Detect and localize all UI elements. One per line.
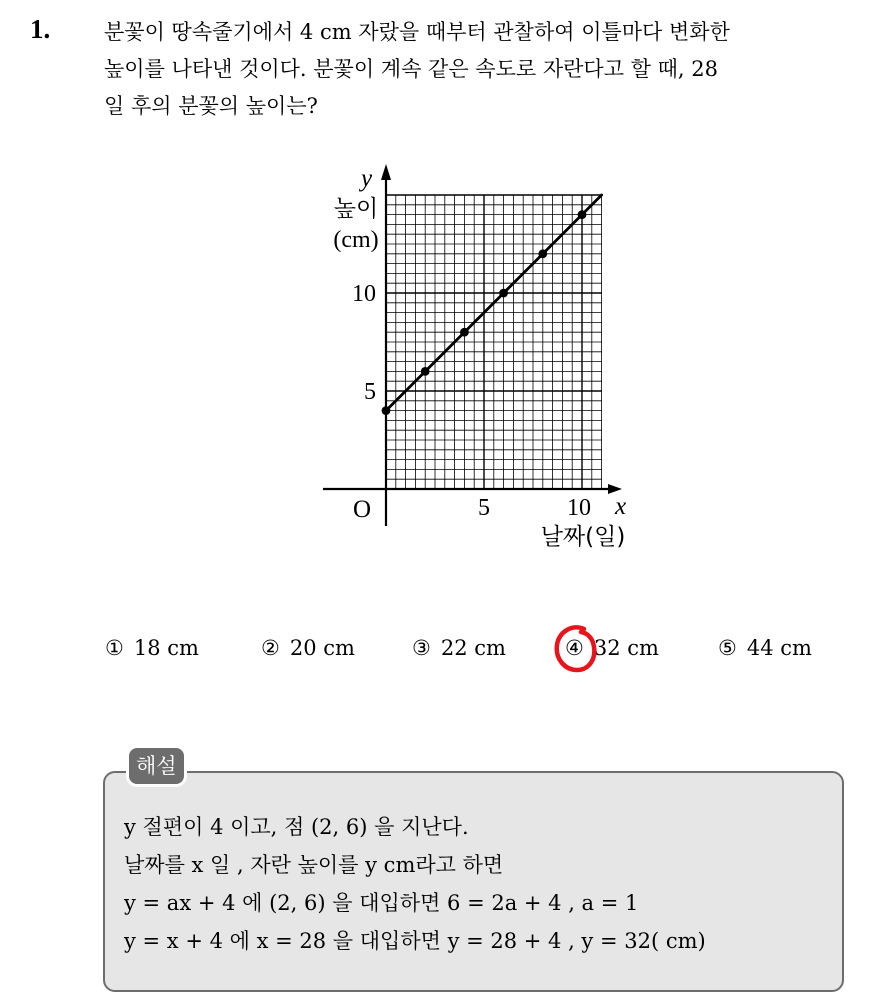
y-tick-label: 5 bbox=[364, 379, 376, 405]
y-axis-arrow bbox=[381, 164, 391, 180]
problem-number: 1. bbox=[30, 14, 51, 44]
x-tick-label: 10 bbox=[567, 495, 591, 521]
choice-value: 32 cm bbox=[593, 636, 659, 660]
data-point bbox=[382, 406, 391, 415]
choice-number: ④ bbox=[565, 636, 584, 660]
data-point bbox=[578, 210, 587, 219]
x-axis-title: 날짜(일) bbox=[540, 524, 626, 550]
choice-3[interactable] bbox=[412, 636, 506, 660]
choice-value: 18 cm bbox=[133, 636, 199, 660]
solution-text bbox=[124, 808, 824, 960]
answer-choices bbox=[105, 636, 845, 672]
data-point bbox=[499, 289, 508, 298]
data-point bbox=[460, 328, 469, 337]
choice-1[interactable] bbox=[105, 636, 199, 660]
choice-number: ③ bbox=[412, 636, 431, 660]
y-axis-variable: y bbox=[361, 165, 373, 192]
choice-value: 20 cm bbox=[289, 636, 355, 660]
solution-line: y 절편이 4 이고, 점 (2, 6) 을 지난다. bbox=[124, 815, 469, 839]
choice-number: ⑤ bbox=[718, 636, 737, 660]
choice-value: 44 cm bbox=[746, 636, 812, 660]
choice-number: ② bbox=[261, 636, 280, 660]
origin-label: O bbox=[352, 496, 371, 523]
solution-line: y = ax + 4 에 (2, 6) 을 대입하면 6 = 2a + 4 , a = 1 bbox=[124, 891, 639, 915]
choice-4[interactable] bbox=[565, 636, 659, 660]
choice-2[interactable] bbox=[261, 636, 355, 660]
choice-number: ① bbox=[105, 636, 124, 660]
question-line: 분꽃이 땅속줄기에서 4 cm 자랐을 때부터 관찰하여 이틀마다 변화한 bbox=[104, 20, 730, 44]
choice-value: 22 cm bbox=[440, 636, 506, 660]
data-point bbox=[538, 249, 547, 258]
choice-5[interactable] bbox=[718, 636, 812, 660]
data-point bbox=[421, 367, 430, 376]
solution-line: 날짜를 x 일 , 자란 높이를 y cm라고 하면 bbox=[124, 853, 504, 877]
x-tick-label: 5 bbox=[478, 495, 490, 521]
y-axis-unit: (cm) bbox=[333, 227, 379, 253]
solution-tab: 해설 bbox=[129, 748, 184, 784]
y-axis-title: 높이 bbox=[333, 196, 379, 222]
solution-line: y = x + 4 에 x = 28 을 대입하면 y = 28 + 4 , y = 32( cm) bbox=[124, 929, 706, 953]
question-line: 높이를 나타낸 것이다. 분꽃이 계속 같은 속도로 자란다고 할 때, 28 bbox=[104, 57, 718, 81]
question-line: 일 후의 분꽃의 높이는? bbox=[104, 94, 318, 118]
y-tick-label: 10 bbox=[352, 281, 376, 307]
x-axis-variable: x bbox=[615, 493, 627, 520]
